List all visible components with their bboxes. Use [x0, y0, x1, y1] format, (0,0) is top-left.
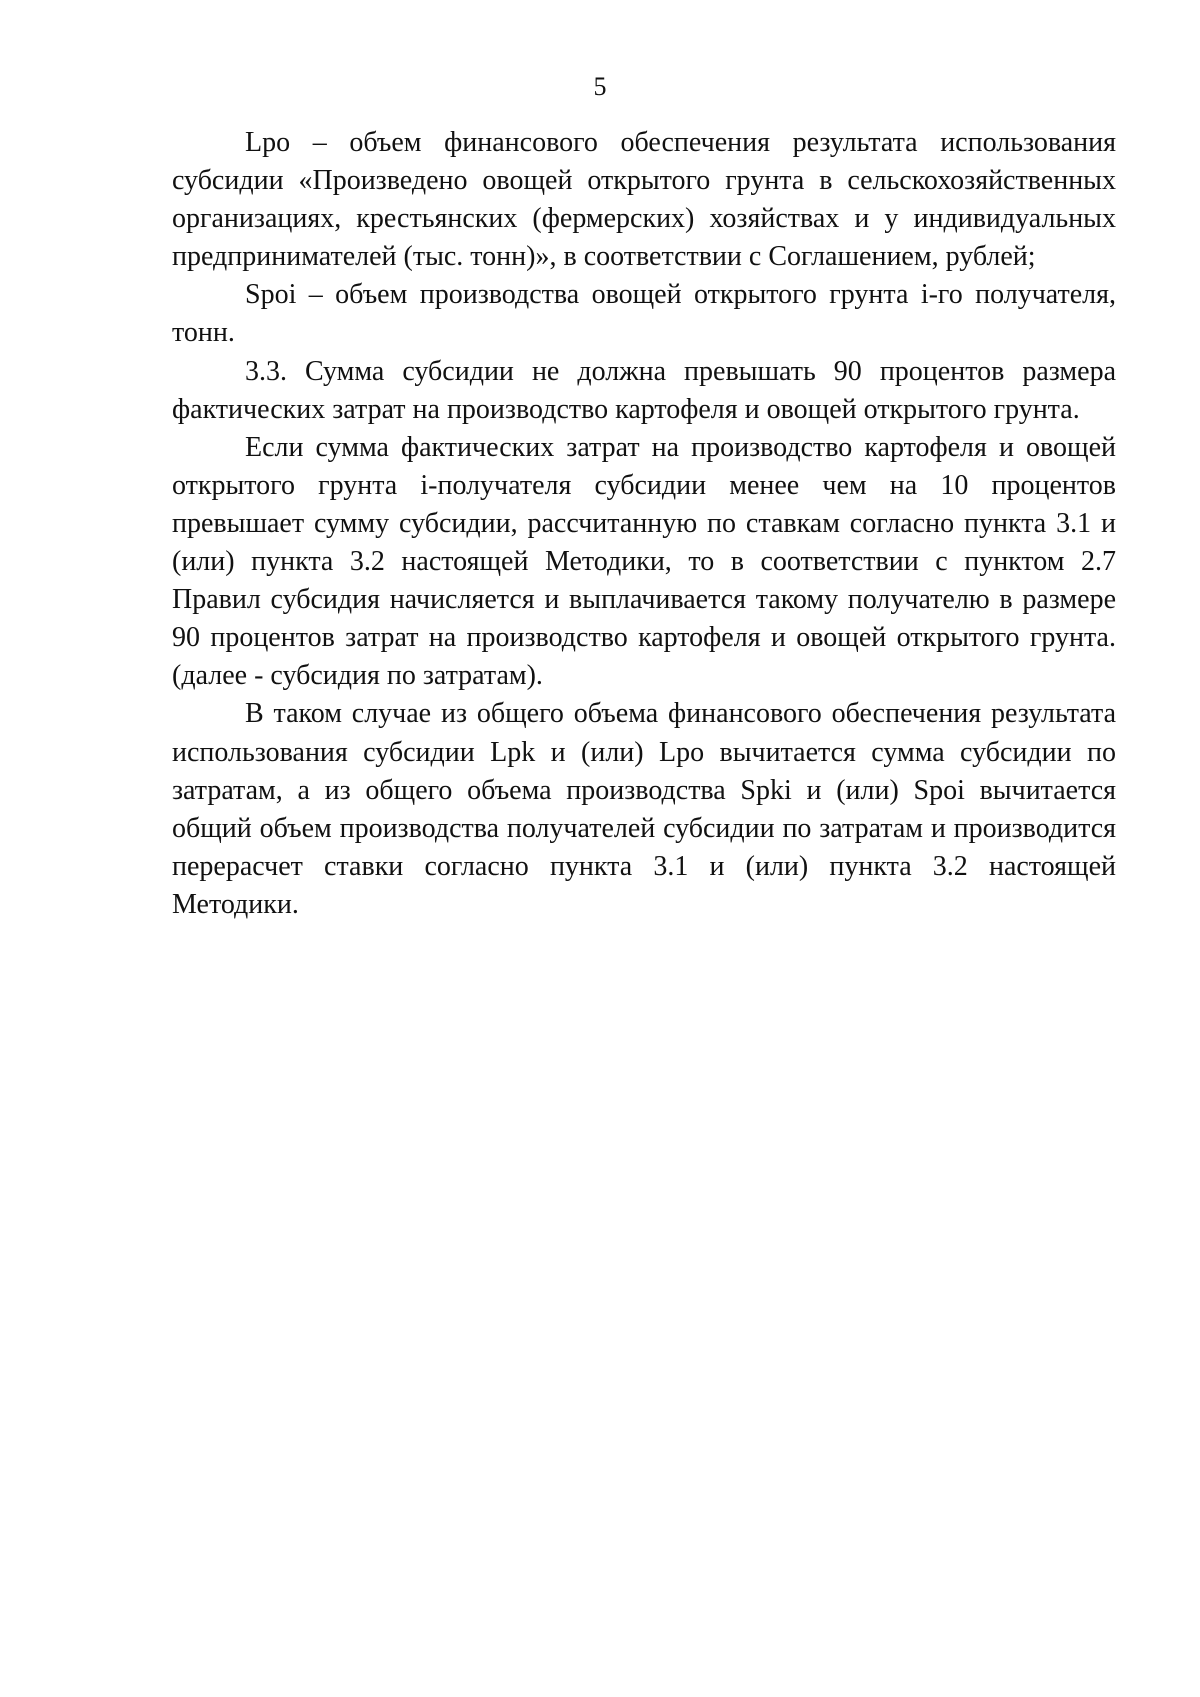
paragraph-cost-based-subsidy: Если сумма фактических затрат на производство картофеля и овощей открытого грунта i-получателя субсидии менее чем на 10 процентов превышает сумму субсидии, рассчитанную по ставкам согласно пункта 3.1 и (или) пункта 3.2 настоящей Методики, то в соответствии с пунктом 2.7 Правил субсидия начисляется и выплачивается такому получателю в размере 90 процентов затрат на производство картофеля и овощей открытого грунта. (далее - субсидия по затратам).: [172, 431, 1116, 692]
paragraph-lpo-definition: Lpo – объем финансового обеспечения результата использования субсидии «Произведено овощей открытого грунта в сельскохозяйственных организациях, крестьянских (фермерских) хозяйствах и у индивидуальных предпринимателей (тыс. тонн)», в соответствии с Соглашением, рублей;: [172, 127, 1116, 273]
paragraph-recalculation: В таком случае из общего объема финансового обеспечения результата использования субсидии Lpk и (или) Lpo вычитается сумма субсидии по затратам, а из общего объема производства Spki и (или) Spoi вычитается общий объем производства получателей субсидии по затратам и производится перерасчет ставки согласно пункта 3.1 и (или) пункта 3.2 настоящей Методики.: [172, 698, 1116, 920]
paragraph-clause-3-3: 3.3. Сумма субсидии не должна превышать 90 процентов размера фактических затрат на производство картофеля и овощей открытого грунта.: [172, 355, 1116, 425]
paragraph-spoi-definition: Spoi – объем производства овощей открытого грунта i-го получателя, тонн.: [172, 279, 1116, 349]
document-body: [172, 124, 1116, 924]
page-number: 5: [593, 72, 607, 101]
